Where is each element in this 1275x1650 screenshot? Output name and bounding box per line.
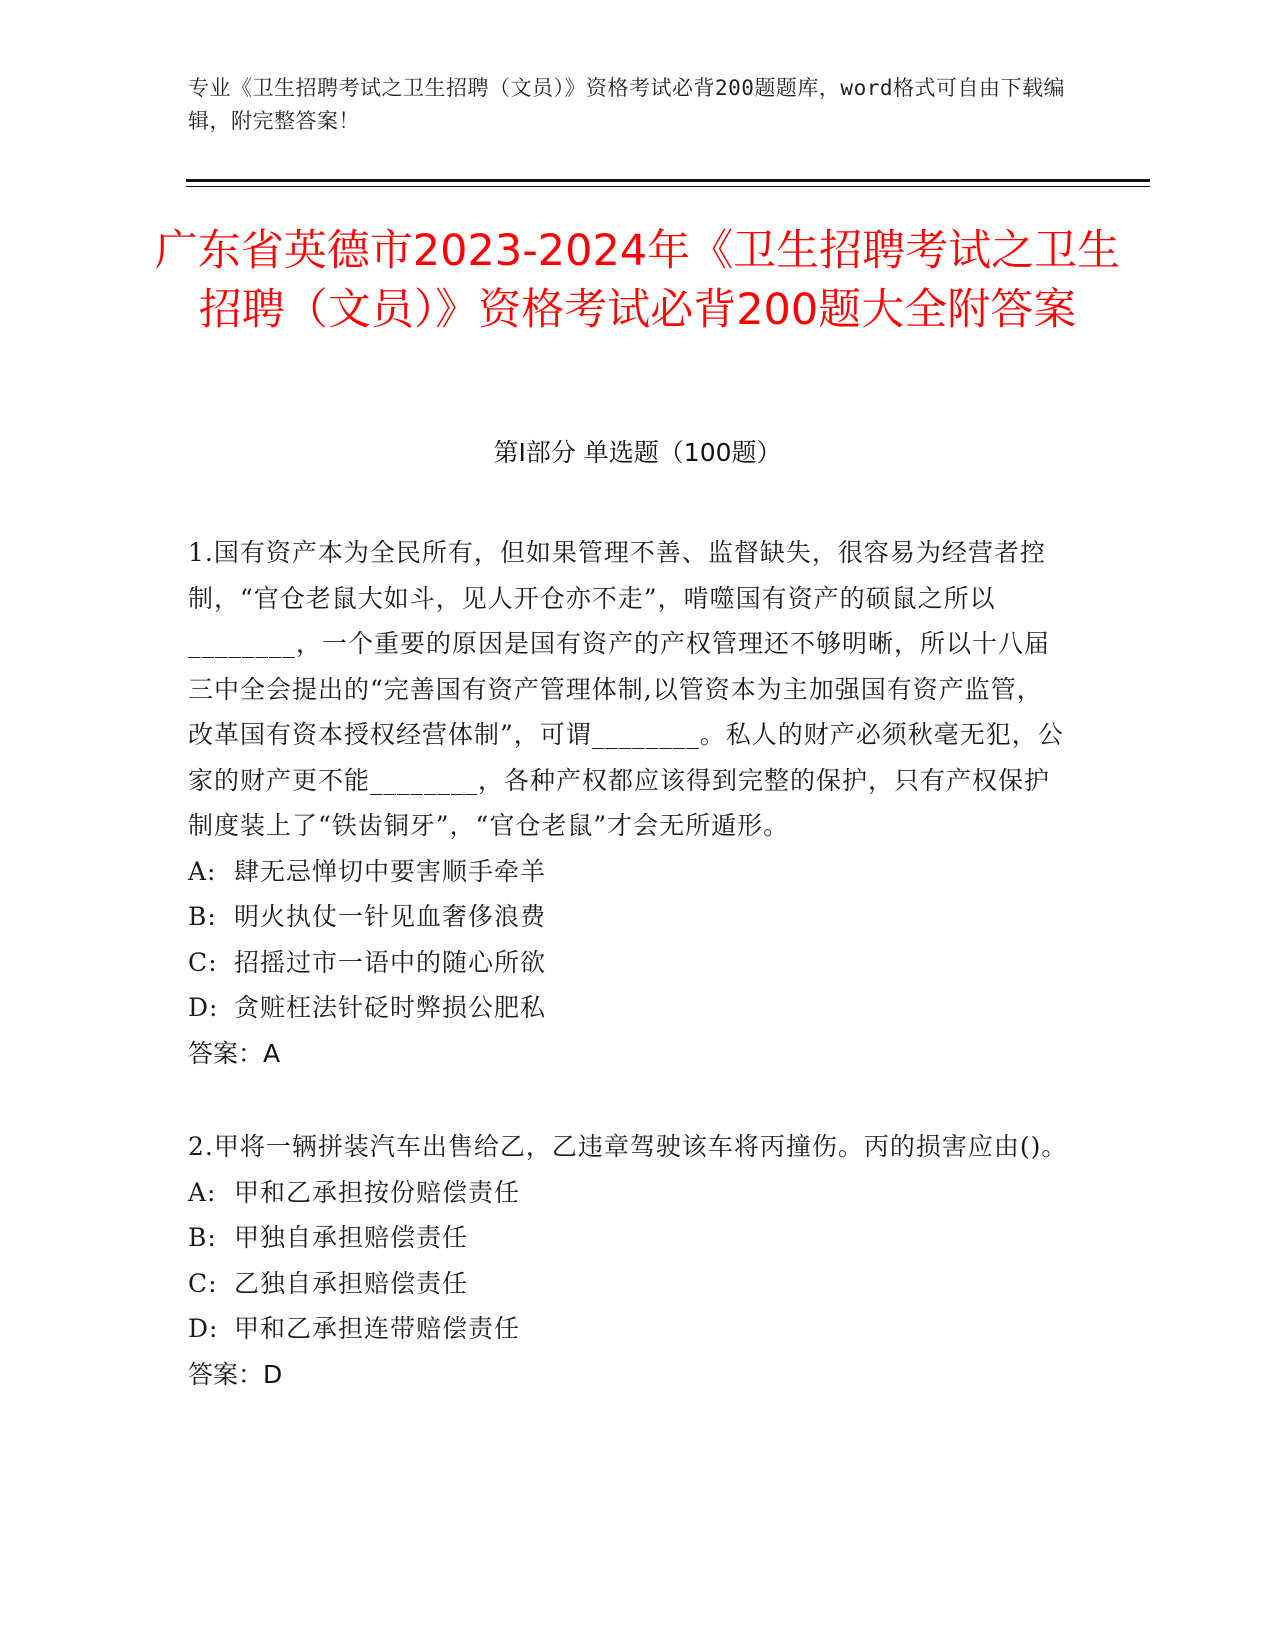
answer: 答案：D: [188, 1359, 283, 1389]
section-heading: 第Ⅰ部分 单选题（100题）: [493, 438, 782, 467]
option-text: 明火执仗一针见血奢侈浪费: [234, 902, 547, 931]
option-key: A:: [188, 856, 217, 886]
answer: 答案：A: [188, 1038, 281, 1068]
option-text: 甲和乙承担连带赔偿责任: [234, 1314, 521, 1343]
option-key: B:: [188, 902, 217, 931]
question-2: [188, 1124, 1068, 1397]
question-stem: 1.国有资产本为全民所有，但如果管理不善、监督缺失，很容易为经营者控制，“官仓老鼠大如斗，见人开仓亦不走”，啃噬国有资产的硕鼠之所以________，一个重要的原因是国有资产的产权管理还不够明晰，所以十八届三中全会提出的“完善国有资产管理体制,以管资本为主加强国有资产监管，改革国有资本授权经营体制”，可谓________。私人的财产必须秋毫无犯，公家的财产更不能________，各种产权都应该得到完整的保护，只有产权保护制度装上了“铁齿铜牙”，“官仓老鼠”才会无所遁形。: [188, 538, 1064, 840]
option-b: [188, 894, 1068, 940]
option-key: D:: [188, 993, 219, 1022]
option-b: [188, 1215, 1068, 1261]
option-text: 贪赃枉法针砭时弊损公肥私: [234, 993, 547, 1022]
option-text: 甲独自承担赔偿责任: [234, 1223, 469, 1252]
option-text: 肆无忌惮切中要害顺手牵羊: [234, 856, 547, 886]
question-1: [188, 530, 1068, 1076]
option-text: 乙独自承担赔偿责任: [234, 1268, 469, 1298]
option-key: C:: [188, 947, 218, 977]
header-note: 专业《卫生招聘考试之卫生招聘（文员）》资格考试必背200题题库，word格式可自由下载编辑，附完整答案！: [188, 76, 1065, 133]
option-key: B:: [188, 1223, 217, 1252]
option-d: [188, 985, 1068, 1031]
option-key: D:: [188, 1314, 219, 1343]
option-text: 招摇过市一语中的随心所欲: [234, 947, 547, 977]
option-c: [188, 1261, 1068, 1307]
option-c: [188, 940, 1068, 986]
option-a: [188, 849, 1068, 895]
document-title: 广东省英德市2023-2024年《卫生招聘考试之卫生招聘（文员）》资格考试必背200题大全附答案: [154, 226, 1121, 335]
question-list: [188, 530, 1068, 1445]
header-divider-thick: [186, 179, 1150, 182]
option-key: C:: [188, 1268, 218, 1298]
question-stem: 2.甲将一辆拼装汽车出售给乙，乙违章驾驶该车将丙撞伤。丙的损害应由()。: [188, 1132, 1068, 1161]
option-a: [188, 1170, 1068, 1216]
header-divider-thin: [186, 186, 1150, 187]
option-d: [188, 1306, 1068, 1352]
option-text: 甲和乙承担按份赔偿责任: [234, 1177, 521, 1207]
option-key: A:: [188, 1177, 217, 1207]
